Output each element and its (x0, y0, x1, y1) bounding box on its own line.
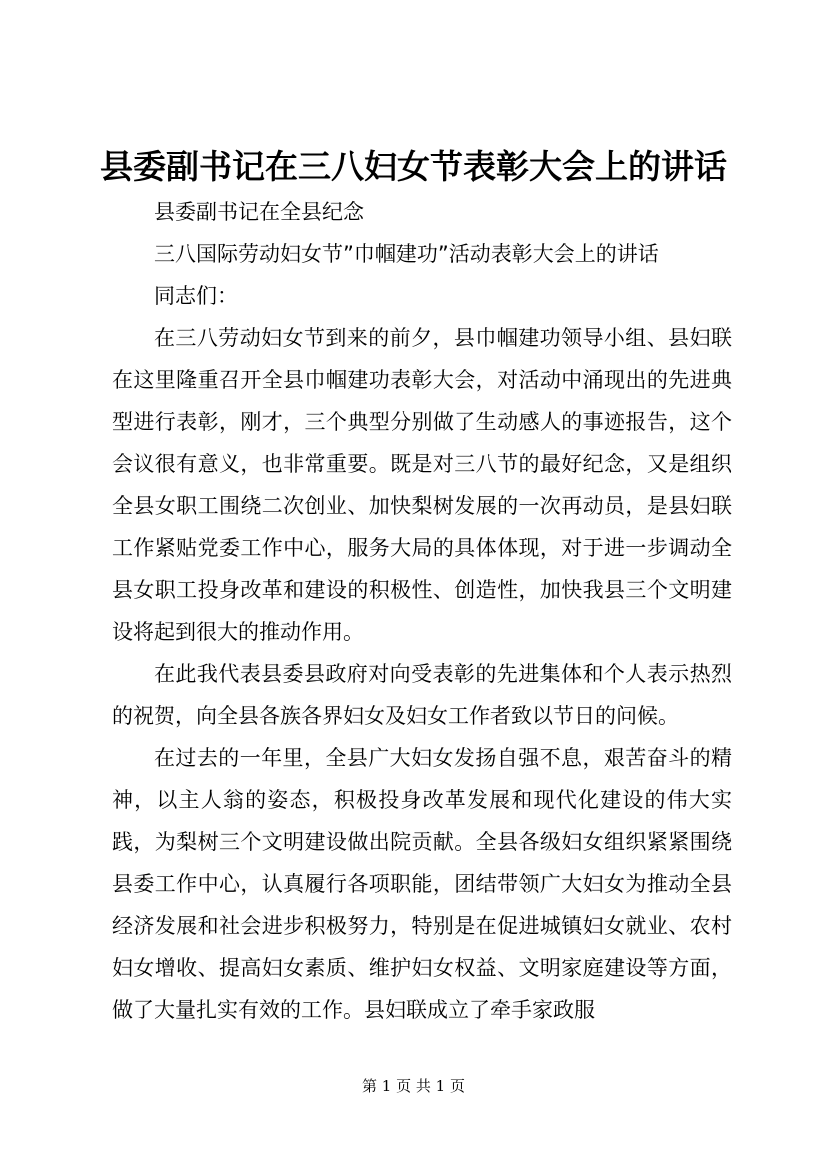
salutation: 同志们： (154, 284, 238, 308)
paragraph-2: 在此我代表县委县政府对向受表彰的先进集体和个人表示热烈的祝贺，向全县各族各界妇女及妇女工作者致以节日的问候。 (112, 662, 732, 728)
document-title: 县委副书记在三八妇女节表彰大会上的讲话 (100, 147, 727, 186)
subtitle-line-2: 三八国际劳动妇女节”巾帼建功”活动表彰大会上的讲话 (154, 242, 659, 266)
document-body (112, 191, 732, 1031)
subtitle-line-1: 县委副书记在全县纪念 (154, 200, 364, 224)
paragraph-3: 在过去的一年里，全县广大妇女发扬自强不息，艰苦奋斗的精神，以主人翁的姿态，积极投身改革发展和现代化建设的伟大实践，为梨树三个文明建设做出院贡献。全县各级妇女组织紧紧围绕县委工作中心，认真履行各项职能，团结带领广大妇女为推动全县经济发展和社会进步积极努力，特别是在促进城镇妇女就业、农村妇女增收、提高妇女素质、维护妇女权益、文明家庭建设等方面，做了大量扎实有效的工作。县妇联成立了牵手家政服 (112, 746, 732, 1022)
page-number-footer: 第 1 页 共 1 页 (362, 1077, 465, 1095)
paragraph-1: 在三八劳动妇女节到来的前夕，县巾帼建功领导小组、县妇联在这里隆重召开全县巾帼建功表彰大会，对活动中涌现出的先进典型进行表彰，刚才，三个典型分别做了生动感人的事迹报告，这个会议很有意义，也非常重要。既是对三八节的最好纪念，又是组织全县女职工围绕二次创业、加快梨树发展的一次再动员，是县妇联工作紧贴党委工作中心，服务大局的具体体现，对于进一步调动全县女职工投身改革和建设的积极性、创造性，加快我县三个文明建设将起到很大的推动作用。 (112, 326, 732, 644)
